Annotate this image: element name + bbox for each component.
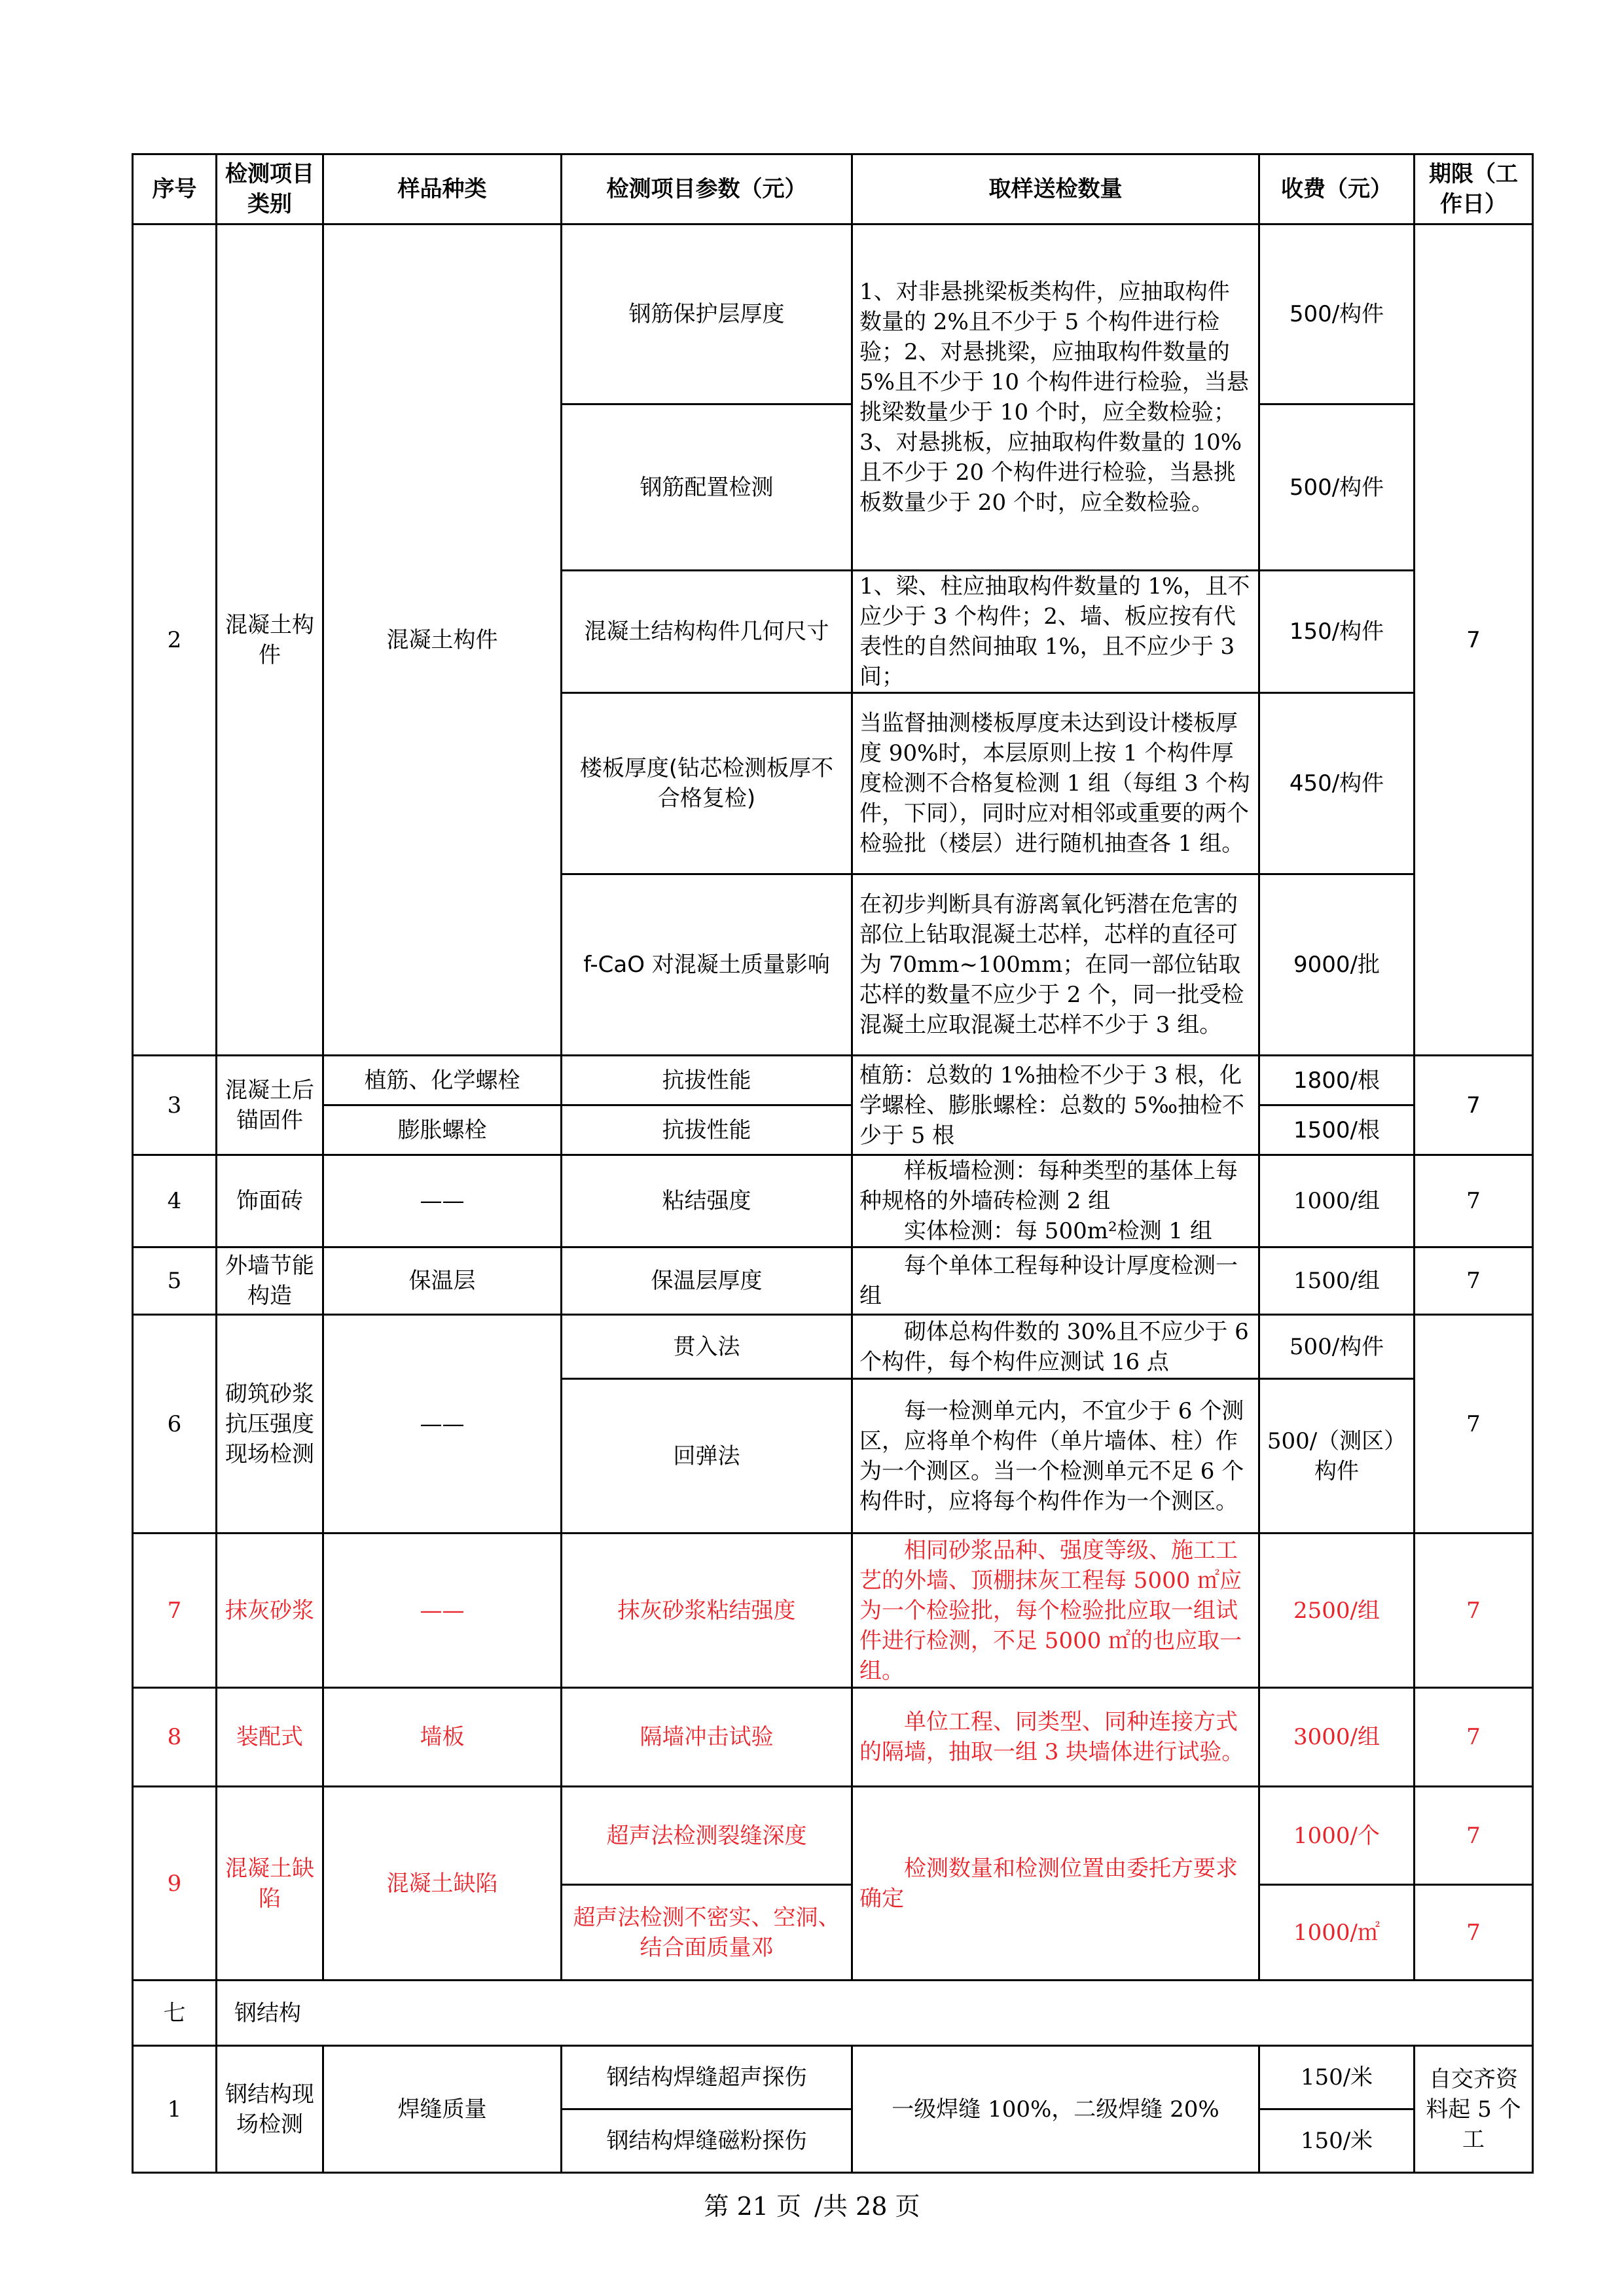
table-row — [133, 1105, 1533, 1155]
quantity-line: 实体检测：每 500m²检测 1 组 — [904, 1218, 1212, 1244]
quantity-cell: 每一检测单元内，不宜少于 6 个测区，应将单个构件（单片墙体、柱）作为一个测区。当一个检测单元不足 6 个构件时，应将每个构件作为一个测区。 — [852, 1379, 1259, 1534]
quantity-cell: 1、对非悬挑梁板类构件，应抽取构件数量的 2%且不少于 5 个构件进行检验；2、对悬挑梁，应抽取构件数量的 5%且不少于 10 个构件进行检验，当悬挑梁数量少于 10 个时，应全数检验；3、对悬挑板，应抽取构件数量的 10%且不少于 20 个构件进行检验，当悬挑板数量少于 20 个时，应全数检验。 — [852, 224, 1259, 571]
seq-cell: 5 — [133, 1247, 217, 1315]
sample-cell: 焊缝质量 — [323, 2046, 562, 2173]
param-cell: 钢结构焊缝磁粉探伤 — [562, 2109, 852, 2173]
fee-cell: 1000/组 — [1259, 1155, 1415, 1247]
param-cell: 楼板厚度(钻芯检测板厚不合格复检) — [562, 693, 852, 874]
fee-cell: 1500/根 — [1259, 1105, 1415, 1155]
quantity-cell: 相同砂浆品种、强度等级、施工工艺的外墙、顶棚抹灰工程每 5000 ㎡应为一个检验批，每个检验批应取一组试件进行检测，不足 5000 ㎡的也应取一组。 — [852, 1534, 1259, 1688]
header-category: 检测项目类别 — [217, 154, 323, 224]
table-row — [133, 1247, 1533, 1315]
period-cell: 7 — [1415, 1247, 1533, 1315]
quantity-cell: 每个单体工程每种设计厚度检测一组 — [852, 1247, 1259, 1315]
quantity-line: 样板墙检测：每种类型的基体上每种规格的外墙砖检测 2 组 — [859, 1158, 1238, 1214]
seq-cell: 9 — [133, 1787, 217, 1981]
param-cell: 混凝土结构构件几何尺寸 — [562, 571, 852, 693]
period-cell: 7 — [1415, 1885, 1533, 1981]
table-row — [133, 1155, 1533, 1247]
param-cell: 保温层厚度 — [562, 1247, 852, 1315]
fee-cell: 150/构件 — [1259, 571, 1415, 693]
period-cell: 7 — [1415, 1534, 1533, 1688]
seq-cell: 2 — [133, 224, 217, 1056]
category-cell: 混凝土构件 — [217, 224, 323, 1056]
table-row — [133, 1056, 1533, 1105]
sample-cell: —— — [323, 1315, 562, 1534]
period-cell: 7 — [1415, 1688, 1533, 1787]
header-sample: 样品种类 — [323, 154, 562, 224]
period-cell: 7 — [1415, 1315, 1533, 1534]
quantity-cell: 单位工程、同类型、同种连接方式的隔墙，抽取一组 3 块墙体进行试验。 — [852, 1688, 1259, 1787]
quantity-cell: 植筋：总数的 1%抽检不少于 3 根，化学螺栓、膨胀螺栓：总数的 5‰抽检不少于 5 根 — [852, 1056, 1259, 1155]
category-cell: 装配式 — [217, 1688, 323, 1787]
fee-cell: 1000/个 — [1259, 1787, 1415, 1885]
table-header-row — [133, 154, 1533, 224]
fee-cell: 450/构件 — [1259, 693, 1415, 874]
param-cell: f-CaO 对混凝土质量影响 — [562, 874, 852, 1056]
header-quantity: 取样送检数量 — [852, 154, 1259, 224]
header-seq: 序号 — [133, 154, 217, 224]
param-cell: 抗拔性能 — [562, 1056, 852, 1105]
sample-cell: —— — [323, 1534, 562, 1688]
category-cell: 混凝土缺陷 — [217, 1787, 323, 1981]
quantity-cell: 一级焊缝 100%，二级焊缝 20% — [852, 2046, 1259, 2173]
section-number: 七 — [133, 1981, 217, 2046]
fee-cell: 500/（测区）构件 — [1259, 1379, 1415, 1534]
seq-cell: 6 — [133, 1315, 217, 1534]
header-fee: 收费（元） — [1259, 154, 1415, 224]
category-cell: 砌筑砂浆抗压强度现场检测 — [217, 1315, 323, 1534]
category-cell: 饰面砖 — [217, 1155, 323, 1247]
seq-cell: 8 — [133, 1688, 217, 1787]
seq-cell: 1 — [133, 2046, 217, 2173]
param-cell: 粘结强度 — [562, 1155, 852, 1247]
header-period: 期限（工作日） — [1415, 154, 1533, 224]
table-row — [133, 2046, 1533, 2109]
param-cell: 抗拔性能 — [562, 1105, 852, 1155]
table-row — [133, 1534, 1533, 1688]
param-cell: 隔墙冲击试验 — [562, 1688, 852, 1787]
fee-cell: 1500/组 — [1259, 1247, 1415, 1315]
period-cell: 自交齐资料起 5 个工 — [1415, 2046, 1533, 2173]
header-param: 检测项目参数（元） — [562, 154, 852, 224]
fee-cell: 500/构件 — [1259, 1315, 1415, 1379]
category-cell: 钢结构现场检测 — [217, 2046, 323, 2173]
fee-cell: 9000/批 — [1259, 874, 1415, 1056]
page-number: 第 21 页 — [704, 2192, 802, 2221]
param-cell: 钢结构焊缝超声探伤 — [562, 2046, 852, 2109]
table-row — [133, 224, 1533, 404]
quantity-cell: 检测数量和检测位置由委托方要求确定 — [852, 1787, 1259, 1981]
seq-cell: 3 — [133, 1056, 217, 1155]
fee-cell: 3000/组 — [1259, 1688, 1415, 1787]
param-cell: 超声法检测不密实、空洞、结合面质量邓 — [562, 1885, 852, 1981]
category-cell: 混凝土后锚固件 — [217, 1056, 323, 1155]
quantity-cell: 1、梁、柱应抽取构件数量的 1%，且不应少于 3 个构件；2、墙、板应按有代表性的自然间抽取 1%，且不应少于 3 间； — [852, 571, 1259, 693]
category-cell: 抹灰砂浆 — [217, 1534, 323, 1688]
param-cell: 超声法检测裂缝深度 — [562, 1787, 852, 1885]
param-cell: 钢筋配置检测 — [562, 404, 852, 571]
sample-cell: 混凝土缺陷 — [323, 1787, 562, 1981]
seq-cell: 7 — [133, 1534, 217, 1688]
period-cell: 7 — [1415, 224, 1533, 1056]
sample-cell: 混凝土构件 — [323, 224, 562, 1056]
table-row — [133, 1688, 1533, 1787]
param-cell: 抹灰砂浆粘结强度 — [562, 1534, 852, 1688]
fee-cell: 1000/㎡ — [1259, 1885, 1415, 1981]
quantity-cell: 砌体总构件数的 30%且不应少于 6 个构件，每个构件应测试 16 点 — [852, 1315, 1259, 1379]
sample-cell: —— — [323, 1155, 562, 1247]
sample-cell: 墙板 — [323, 1688, 562, 1787]
fee-cell: 500/构件 — [1259, 224, 1415, 404]
seq-cell: 4 — [133, 1155, 217, 1247]
fee-cell: 150/米 — [1259, 2046, 1415, 2109]
table-row — [133, 1787, 1533, 1885]
sample-cell: 植筋、化学螺栓 — [323, 1056, 562, 1105]
fee-cell: 500/构件 — [1259, 404, 1415, 571]
table-row — [133, 1315, 1533, 1379]
fee-cell: 2500/组 — [1259, 1534, 1415, 1688]
period-cell: 7 — [1415, 1787, 1533, 1885]
sample-cell: 膨胀螺栓 — [323, 1105, 562, 1155]
param-cell: 回弹法 — [562, 1379, 852, 1534]
fee-cell: 1800/根 — [1259, 1056, 1415, 1105]
section-title: 钢结构 — [217, 1981, 1533, 2046]
quantity-cell: 在初步判断具有游离氧化钙潜在危害的部位上钻取混凝土芯样，芯样的直径可为 70mm~100mm；在同一部位钻取芯样的数量不应少于 2 个，同一批受检混凝土应取混凝土芯样不少于 3 组。 — [852, 874, 1259, 1056]
category-cell: 外墙节能构造 — [217, 1247, 323, 1315]
inspection-fee-table — [132, 153, 1534, 2174]
quantity-cell: 当监督抽测楼板厚度未达到设计楼板厚度 90%时，本层原则上按 1 个构件厚度检测不合格复检测 1 组（每组 3 个构件，下同），同时应对相邻或重要的两个检验批（楼层）进行随机抽查各 1 组。 — [852, 693, 1259, 874]
period-cell: 7 — [1415, 1056, 1533, 1155]
quantity-cell — [852, 1155, 1259, 1247]
param-cell: 钢筋保护层厚度 — [562, 224, 852, 404]
section-row — [133, 1981, 1533, 2046]
fee-cell: 150/米 — [1259, 2109, 1415, 2173]
period-cell: 7 — [1415, 1155, 1533, 1247]
page-footer — [0, 2186, 1624, 2222]
sample-cell: 保温层 — [323, 1247, 562, 1315]
page-total: /共 28 页 — [814, 2192, 920, 2221]
param-cell: 贯入法 — [562, 1315, 852, 1379]
